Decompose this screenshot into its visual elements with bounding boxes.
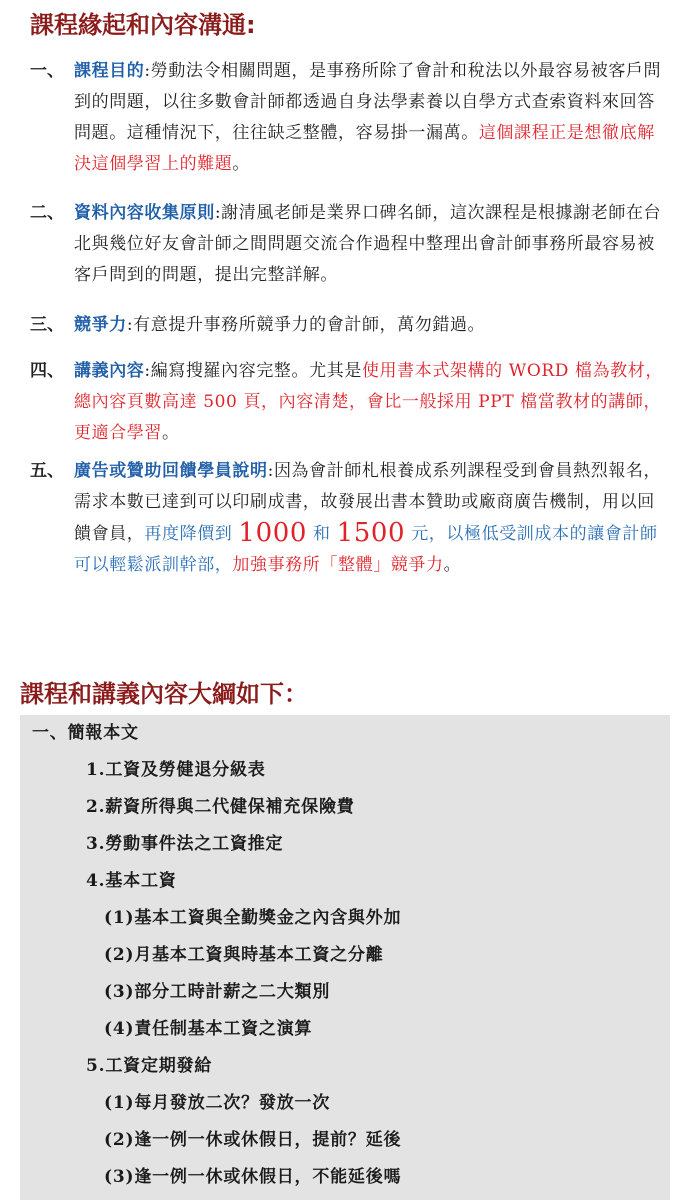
- section-term: 資料內容收集原則: [74, 203, 215, 223]
- outline-box: [20, 715, 670, 1200]
- outline-subitem-4-1: (1)基本工資與全勤獎金之內含與外加: [104, 908, 402, 928]
- outline-subitem-4-2: (2)月基本工資與時基本工資之分離: [104, 945, 384, 965]
- section-text: 謝清風老師是業界口碑名師，這次課程是根據謝老師在台北與幾位好友會計師之間問題交流合作過程中整理出會計師事務所最容易被客戶問到的問題，提出完整詳解。: [74, 203, 662, 285]
- section-number: 三、: [30, 315, 64, 335]
- outline-level0-item: 一、簡報本文: [32, 723, 139, 743]
- price-text-tail: 元，以極低受訓成本的讓會計師可以輕鬆派訓幹部，: [74, 524, 658, 575]
- section-term: 競爭力: [74, 315, 127, 335]
- outline-heading: 課程和講義內容大綱如下：: [20, 680, 308, 708]
- section-text: 因為會計師札根養成系列課程受到會員熱烈報名，需求本數已達到可以印刷成書，故發展出書本贊助或廠商廣告機制，用以回饋會員，: [74, 461, 662, 544]
- price-1000: 1000: [238, 518, 307, 548]
- price-text: 再度降價到: [144, 524, 239, 544]
- section-heading-origin: 課程緣起和內容溝通:: [30, 11, 256, 39]
- outline-subitem-5-1: (1)每月發放二次？發放一次: [104, 1093, 331, 1113]
- section-end: 。: [162, 423, 180, 443]
- section-term: 廣告或贊助回饋學員說明: [74, 461, 268, 481]
- section-body: [74, 198, 670, 291]
- term-separator: :: [214, 203, 222, 223]
- outline-subitem-4-4: (4)責任制基本工資之演算: [104, 1019, 313, 1039]
- term-separator: :: [126, 315, 134, 335]
- section-number: 五、: [30, 461, 64, 481]
- price-1500: 1500: [336, 518, 406, 548]
- price-connector: 和: [307, 524, 337, 544]
- term-separator: :: [144, 361, 151, 381]
- outline-item-4: 4.基本工資: [86, 871, 177, 891]
- outline-item-1: 1.工資及勞健退分級表: [86, 760, 266, 780]
- section-term: 講義內容: [74, 361, 145, 381]
- section-body: [74, 456, 670, 581]
- section-number: 二、: [30, 203, 64, 223]
- outline-subitem-5-3: (3)逢一例一休或休假日，不能延後嗎: [104, 1167, 402, 1187]
- outline-item-5: 5.工資定期發給: [86, 1056, 213, 1076]
- section-competitiveness: [30, 310, 670, 341]
- section-collection-principle: [30, 198, 670, 291]
- section-number: 一、: [30, 61, 64, 81]
- highlight-text: 使用書本式架構的 WORD 檔為教材，總內容頁數高達 500 頁，內容清楚，會比一般採用 PPT 檔當教材的講師，更適合學習: [74, 361, 663, 443]
- section-text: 勞動法令相關問題，是事務所除了會計和稅法以外最容易被客戶問到的問題，以往多數會計師都透過自身法學素養以自學方式查索資料來回答問題。這種情況下，往往缺乏整體，容易掛一漏萬。: [74, 61, 662, 143]
- highlight-text: 這個課程正是想徹底解決這個學習上的難題: [74, 123, 655, 174]
- term-separator: :: [144, 61, 151, 81]
- section-text: 編寫搜羅內容完整。尤其是: [150, 361, 362, 381]
- outline-subitem-5-2: (2)逢一例一休或休假日，提前？延後: [104, 1130, 402, 1150]
- outline-item-2: 2.薪資所得與二代健保補充保險費: [86, 797, 355, 817]
- section-body: [74, 356, 670, 449]
- term-separator: :: [267, 461, 274, 481]
- section-sponsorship: [30, 456, 670, 581]
- section-purpose: [30, 56, 670, 180]
- outline-item-3: 3.勞動事件法之工資推定: [86, 834, 284, 854]
- section-body: [74, 56, 670, 180]
- section-term: 課程目的: [74, 61, 145, 81]
- section-end: 。: [443, 555, 462, 575]
- section-end: 。: [232, 154, 251, 174]
- section-body: [74, 310, 670, 341]
- section-handout-content: [30, 356, 670, 449]
- section-text: 有意提升事務所競爭力的會計師，萬勿錯過。: [133, 315, 486, 335]
- section-number: 四、: [30, 361, 64, 381]
- highlight-text: 加強事務所「整體」競爭力: [232, 555, 444, 575]
- outline-subitem-4-3: (3)部分工時計薪之二大類別: [104, 982, 331, 1002]
